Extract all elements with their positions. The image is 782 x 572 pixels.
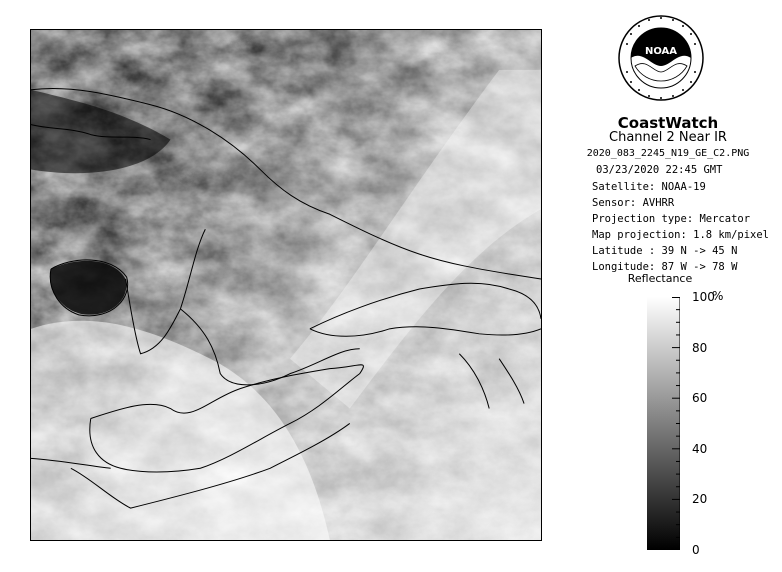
meta-sensor: Sensor: AVHRR <box>592 197 675 209</box>
legend-unit: % <box>712 289 724 303</box>
colorbar-tick-label: 80 <box>692 340 708 355</box>
meta-datetime: 03/23/2020 22:45 GMT <box>596 164 723 176</box>
meta-projection: Projection type: Mercator <box>592 213 751 225</box>
noaa-logo-text: NOAA <box>644 46 678 57</box>
channel-label: Channel 2 Near IR <box>609 130 727 145</box>
meta-satellite: Satellite: NOAA-19 <box>592 181 706 193</box>
colorbar-tick-label: 60 <box>692 391 708 406</box>
meta-map-projection: Map projection: 1.8 km/pixel <box>592 229 770 241</box>
file-name: 2020_083_2245_N19_GE_C2.PNG <box>586 148 750 159</box>
noaa-logo-icon <box>617 14 705 102</box>
meta-longitude: Longitude: 87 W -> 78 W <box>592 261 738 273</box>
colorbar <box>647 297 680 550</box>
legend-label: Reflectance <box>627 272 693 285</box>
colorbar-tick-label: 100 <box>692 290 715 304</box>
colorbar-tick-label: 40 <box>692 441 708 456</box>
product-title: CoastWatch <box>617 114 719 132</box>
meta-latitude: Latitude : 39 N -> 45 N <box>592 245 738 257</box>
satellite-map <box>30 29 542 541</box>
colorbar-tick-label: 0 <box>692 543 700 557</box>
colorbar-tick-label: 20 <box>692 492 708 507</box>
